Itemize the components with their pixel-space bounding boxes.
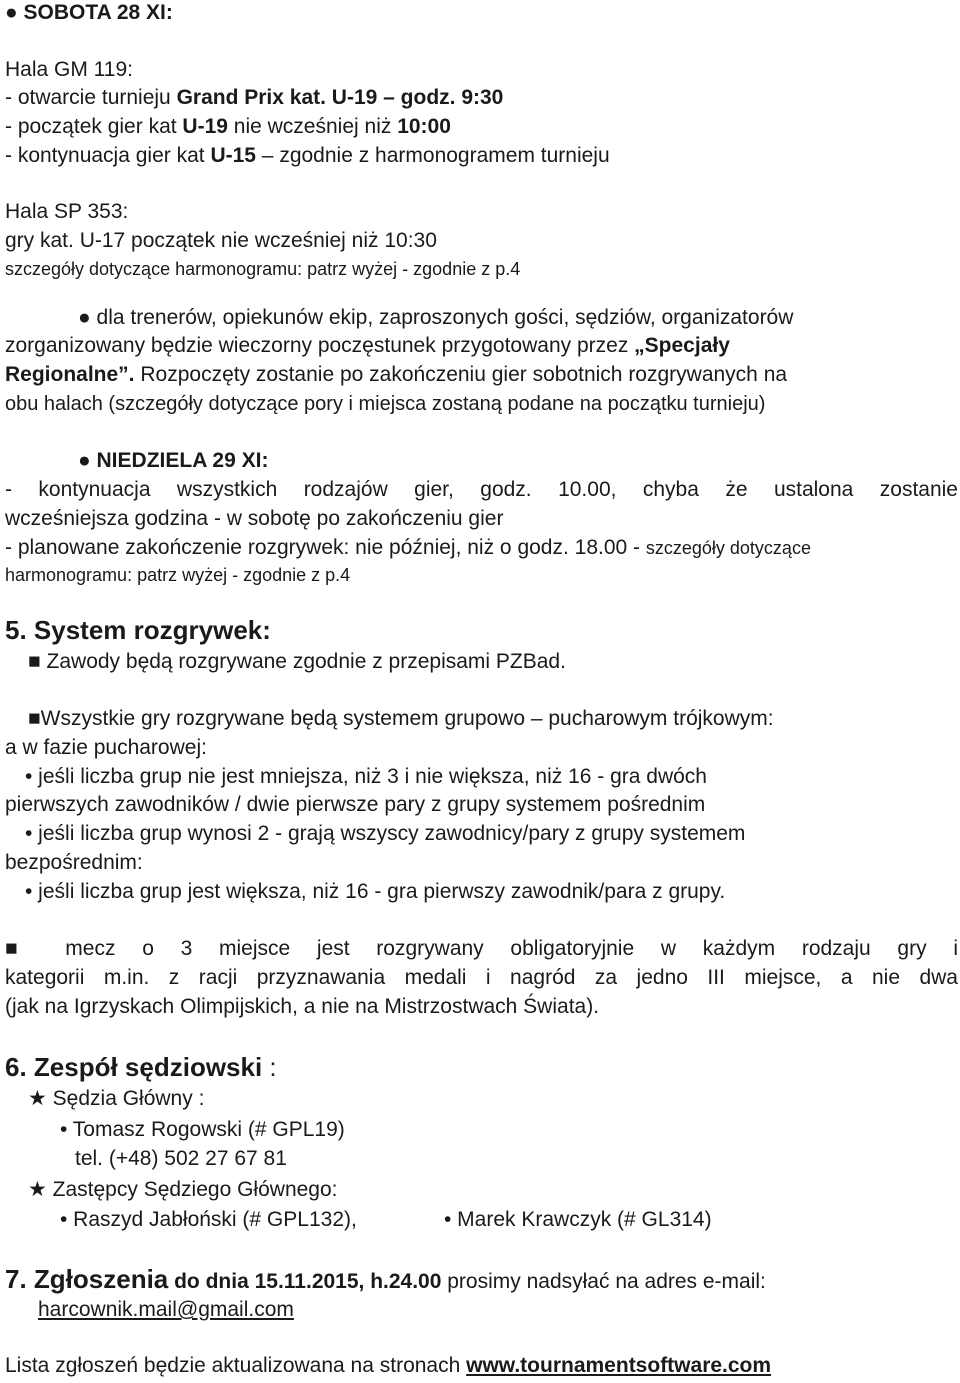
system-bullet-3: • jeśli liczba grup jest większa, niż 16 - gra pierwszy zawodnik/para z grupy. bbox=[25, 880, 726, 903]
text: - planowane zakończenie rozgrywek: nie później, niż o godz. 18.00 - bbox=[5, 536, 646, 559]
system-bullet-1a: • jeśli liczba grup nie jest mniejsza, niż 3 i nie większa, niż 16 - gra dwóch bbox=[25, 765, 707, 788]
heading-text: 6. Zespół sędziowski bbox=[5, 1052, 263, 1082]
text: – zgodnie z harmonogramem turnieju bbox=[255, 144, 610, 167]
sunday-line-3 bbox=[5, 535, 811, 561]
dinner-line-1: ● dla trenerów, opiekunów ekip, zaproszonych gości, sędziów, organizatorów bbox=[78, 306, 794, 329]
deputy-judge-1: • Raszyd Jabłoński (# GPL132), bbox=[60, 1208, 357, 1231]
sunday-heading bbox=[78, 448, 268, 474]
dinner-line-4: obu halach (szczegóły dotyczące pory i miejsca zostaną podane na początku turnieju) bbox=[5, 393, 766, 415]
sunday-line-1: - kontynuacja wszystkich rodzajów gier, godz. 10.00, chyba że ustalona zostanie bbox=[5, 478, 958, 501]
deputy-judges-label: ★ Zastępcy Sędziego Głównego: bbox=[28, 1178, 338, 1201]
section-6-heading bbox=[5, 1052, 277, 1082]
text: nie wcześniej niż bbox=[227, 115, 398, 138]
text: - kontynuacja gier kat bbox=[5, 144, 211, 167]
third-place-line-2: kategorii m.in. z racji przyznawania medali i nagród za jedno III miejsce, a nie dwa bbox=[5, 966, 958, 989]
hall-gm-line-1 bbox=[5, 85, 503, 111]
saturday-heading bbox=[5, 0, 173, 26]
hall-sp-line-2: szczegóły dotyczące harmonogramu: patrz wyżej - zgodnie z p.4 bbox=[5, 259, 521, 279]
text: Lista zgłoszeń będzie aktualizowana na stronach bbox=[5, 1354, 467, 1377]
bold-text: Grand Prix kat. U-19 – godz. 9:30 bbox=[176, 86, 504, 109]
email-link[interactable]: harcownik.mail@gmail.com bbox=[38, 1298, 294, 1321]
hall-sp-line-1: gry kat. U-17 początek nie wcześniej niż 10:30 bbox=[5, 229, 437, 252]
email-line bbox=[38, 1297, 294, 1323]
saturday-heading-text: ● SOBOTA 28 XI: bbox=[5, 1, 173, 24]
text: prosimy nadsyłać na adres e-mail: bbox=[441, 1270, 766, 1293]
hall-gm-title: Hala GM 119: bbox=[5, 58, 133, 81]
system-bullet-1b: pierwszych zawodników / dwie pierwsze pary z grupy systemem pośrednim bbox=[5, 793, 706, 816]
small-text: szczegóły dotyczące bbox=[645, 538, 811, 558]
system-line-1: ■ Zawody będą rozgrywane zgodnie z przepisami PZBad. bbox=[28, 650, 566, 673]
sunday-heading-text: ● NIEDZIELA 29 XI: bbox=[78, 449, 269, 472]
colon: : bbox=[262, 1052, 277, 1082]
text: - otwarcie turnieju bbox=[5, 86, 177, 109]
sunday-line-2: wcześniejsza godzina - w sobotę po zakończeniu gier bbox=[5, 507, 504, 530]
section-7-line bbox=[5, 1264, 766, 1297]
deadline-text: do dnia 15.11.2015, h.24.00 bbox=[168, 1270, 442, 1293]
bold-text: Regionalne”. bbox=[5, 363, 135, 386]
hall-gm-line-3 bbox=[5, 143, 610, 169]
deputy-judge-2: • Marek Krawczyk (# GL314) bbox=[444, 1208, 712, 1231]
third-place-line-3: (jak na Igrzyskach Olimpijskich, a nie na Mistrzostwach Świata). bbox=[5, 995, 600, 1018]
third-place-line-1: ■ mecz o 3 miejsce jest rozgrywany obligatoryjnie w każdym rodzaju gry i bbox=[5, 937, 958, 960]
section-5-heading: 5. System rozgrywek: bbox=[5, 615, 271, 645]
text: - początek gier kat bbox=[5, 115, 183, 138]
hall-gm-line-2 bbox=[5, 114, 451, 140]
text: Rozpoczęty zostanie po zakończeniu gier sobotnich rozgrywanych na bbox=[134, 363, 788, 386]
website-link[interactable]: www.tournamentsoftware.com bbox=[466, 1354, 772, 1377]
bold-text: U-19 bbox=[182, 115, 228, 138]
entries-list-line bbox=[5, 1353, 771, 1379]
bold-text: U-15 bbox=[210, 144, 256, 167]
dinner-line-2 bbox=[5, 333, 730, 359]
hall-sp-title: Hala SP 353: bbox=[5, 200, 129, 223]
chief-judge-name: • Tomasz Rogowski (# GPL19) bbox=[60, 1118, 345, 1141]
system-bullet-2a: • jeśli liczba grup wynosi 2 - grają wszyscy zawodnicy/pary z grupy systemem bbox=[25, 822, 746, 845]
heading-text: 7. Zgłoszenia bbox=[5, 1264, 169, 1294]
system-bullet-2b: bezpośrednim: bbox=[5, 851, 143, 874]
bold-text: 10:00 bbox=[397, 115, 451, 138]
dinner-line-3 bbox=[5, 362, 787, 388]
bold-text: „Specjały bbox=[634, 334, 730, 357]
chief-judge-label: ★ Sędzia Główny : bbox=[28, 1087, 205, 1110]
system-line-2: ■Wszystkie gry rozgrywane będą systemem grupowo – pucharowym trójkowym: bbox=[28, 707, 774, 730]
system-line-3: a w fazie pucharowej: bbox=[5, 736, 207, 759]
chief-judge-phone: tel. (+48) 502 27 67 81 bbox=[75, 1147, 287, 1170]
sunday-line-4: harmonogramu: patrz wyżej - zgodnie z p.4 bbox=[5, 565, 351, 585]
text: zorganizowany będzie wieczorny poczęstunek przygotowany przez bbox=[5, 334, 635, 357]
